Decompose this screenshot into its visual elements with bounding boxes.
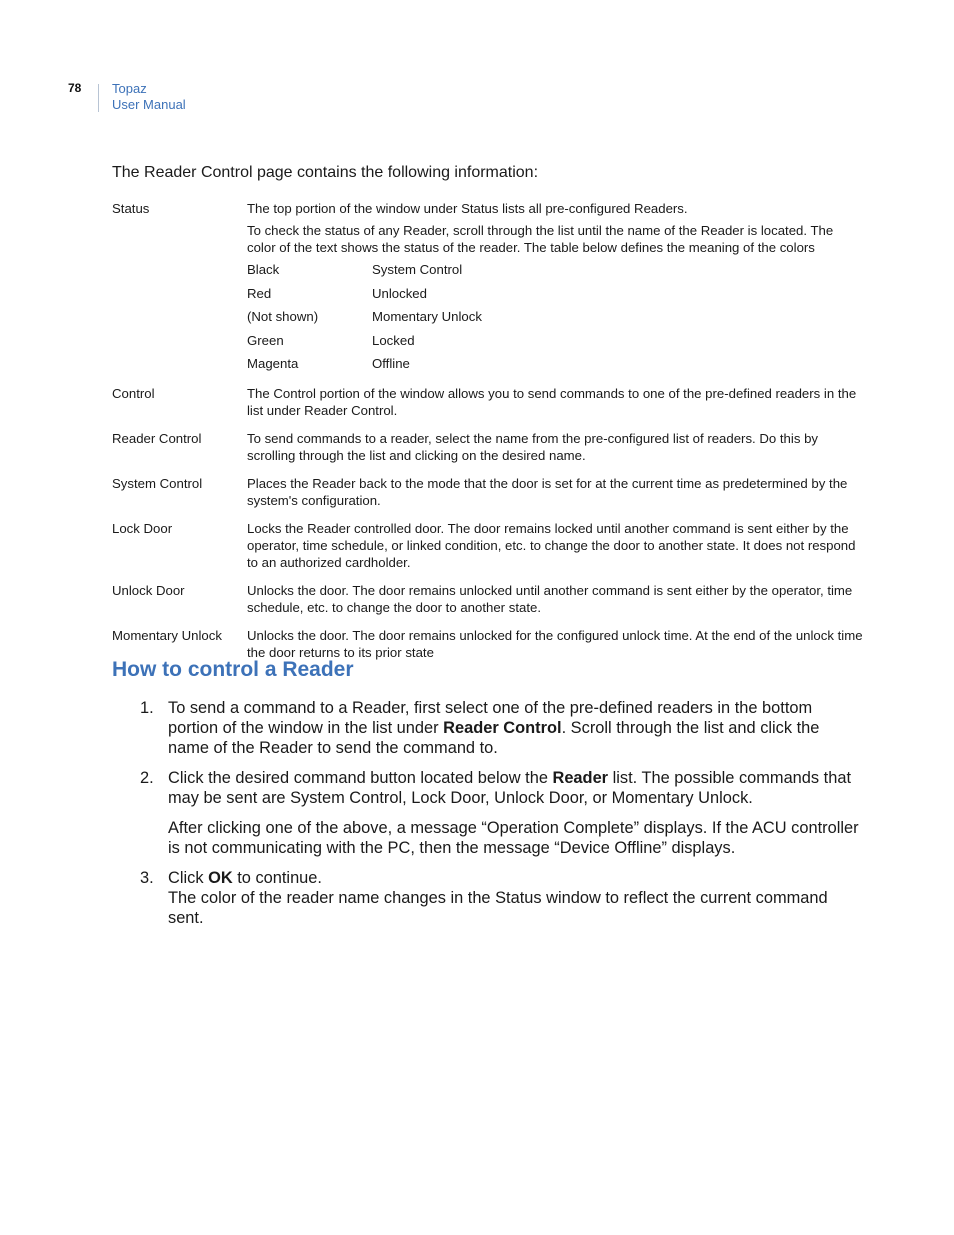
step-text-part: . Scroll through the list and click the name of the Reader to send the command to. [168, 719, 820, 757]
definition-desc [247, 430, 864, 469]
step-number: 3. [140, 869, 154, 887]
color-row [247, 285, 864, 309]
color-name: Red [247, 285, 272, 301]
header-divider [98, 84, 99, 112]
step-text [168, 868, 864, 888]
section-heading: How to control a Reader [112, 658, 354, 681]
definition-term: Reader Control [112, 430, 202, 446]
definition-text: Unlocks the door. The door remains unlocked for the configured unlock time. At the end of the unlock time the door returns to its prior state [247, 627, 863, 660]
color-meaning: System Control [372, 262, 463, 277]
product-name: Topaz [112, 81, 147, 96]
step-ui-term: Reader Control [443, 719, 562, 737]
definition-term: System Control [112, 475, 203, 491]
definition-row [112, 475, 864, 514]
definition-text: The top portion of the window under Status lists all pre-configured Readers. [247, 201, 688, 216]
definition-text: Locks the Reader controlled door. The door remains locked until another command is sent either by the operator, time schedule, or linked condition, etc. to change the door to another state. It does not respond to an authorized cardholder. [247, 520, 856, 570]
color-meaning: Locked [372, 332, 415, 348]
definition-row [112, 430, 864, 469]
definition-desc [247, 582, 864, 621]
color-row [247, 261, 864, 285]
definition-text: To send commands to a reader, select the name from the pre-configured list of readers. Do this by scrolling through the list and clicking on the desired name. [247, 430, 819, 463]
definition-row [112, 582, 864, 621]
step-text-part: To send a command to a Reader, first select one of the pre-defined readers in the bottom portion of the window in the list under [168, 699, 813, 737]
step-item [112, 768, 864, 858]
definition-text: To check the status of any Reader, scroll through the list until the name of the Reader is located. The color of the text shows the status of the reader. The table below defines the meaning of the colors [247, 223, 834, 255]
intro-text: The Reader Control page contains the following information: [112, 164, 539, 181]
step-item [112, 698, 864, 758]
step-text [168, 698, 864, 758]
definition-term: Lock Door [112, 520, 173, 536]
definition-row [112, 385, 864, 424]
definition-desc [247, 200, 864, 379]
step-item [112, 868, 864, 928]
step-text-part: Click the desired command button located below the [168, 769, 553, 787]
definition-row [112, 520, 864, 576]
definition-term: Unlock Door [112, 582, 185, 598]
step-text-part: to continue. [232, 869, 322, 887]
status-color-table [247, 261, 864, 379]
step-ui-term: OK [208, 869, 233, 887]
manual-name: User Manual [112, 97, 186, 112]
step-note: The color of the reader name changes in the Status window to reflect the current command sent. [168, 889, 828, 927]
color-row [247, 332, 864, 356]
step-text-part: list. The possible commands that may be sent are System Control, Lock Door, Unlock Door, or Momentary Unlock. [168, 769, 852, 807]
color-name: Green [247, 332, 284, 348]
color-row [247, 355, 864, 379]
definition-list [112, 200, 864, 672]
color-meaning: Unlocked [372, 285, 427, 301]
document-title [112, 81, 186, 113]
step-body [168, 768, 864, 858]
color-row [247, 308, 864, 332]
definition-text: Unlocks the door. The door remains unlocked until another command is sent either by the operator, time schedule, etc. to change the door to another state. [247, 582, 853, 615]
step-number: 2. [140, 769, 154, 787]
definition-term: Status [112, 201, 150, 216]
definition-desc [247, 475, 864, 514]
definition-row [112, 200, 864, 379]
step-ui-term: Reader [552, 769, 609, 787]
step-note: After clicking one of the above, a message “Operation Complete” displays. If the ACU controller is not communicating with the PC, then the message “Device Offline” displays. [168, 819, 859, 857]
definition-term: Momentary Unlock [112, 627, 222, 643]
color-name: (Not shown) [247, 309, 319, 324]
step-body [168, 698, 864, 758]
color-name: Magenta [247, 356, 299, 371]
step-text-part: Click [168, 869, 209, 887]
step-text [168, 768, 864, 808]
definition-desc [247, 385, 864, 424]
definition-text: The Control portion of the window allows you to send commands to one of the pre-defined readers in the list under Reader Control. [247, 385, 857, 418]
color-name: Black [247, 262, 280, 277]
color-meaning: Offline [372, 356, 410, 371]
color-meaning: Momentary Unlock [372, 309, 482, 324]
definition-desc [247, 520, 864, 576]
step-body [168, 868, 864, 928]
page-number: 78 [68, 81, 82, 95]
step-number: 1. [140, 699, 154, 717]
procedure-steps [112, 698, 864, 938]
definition-term: Control [112, 385, 155, 401]
definition-text: Places the Reader back to the mode that the door is set for at the current time as predetermined by the system's configuration. [247, 475, 848, 508]
